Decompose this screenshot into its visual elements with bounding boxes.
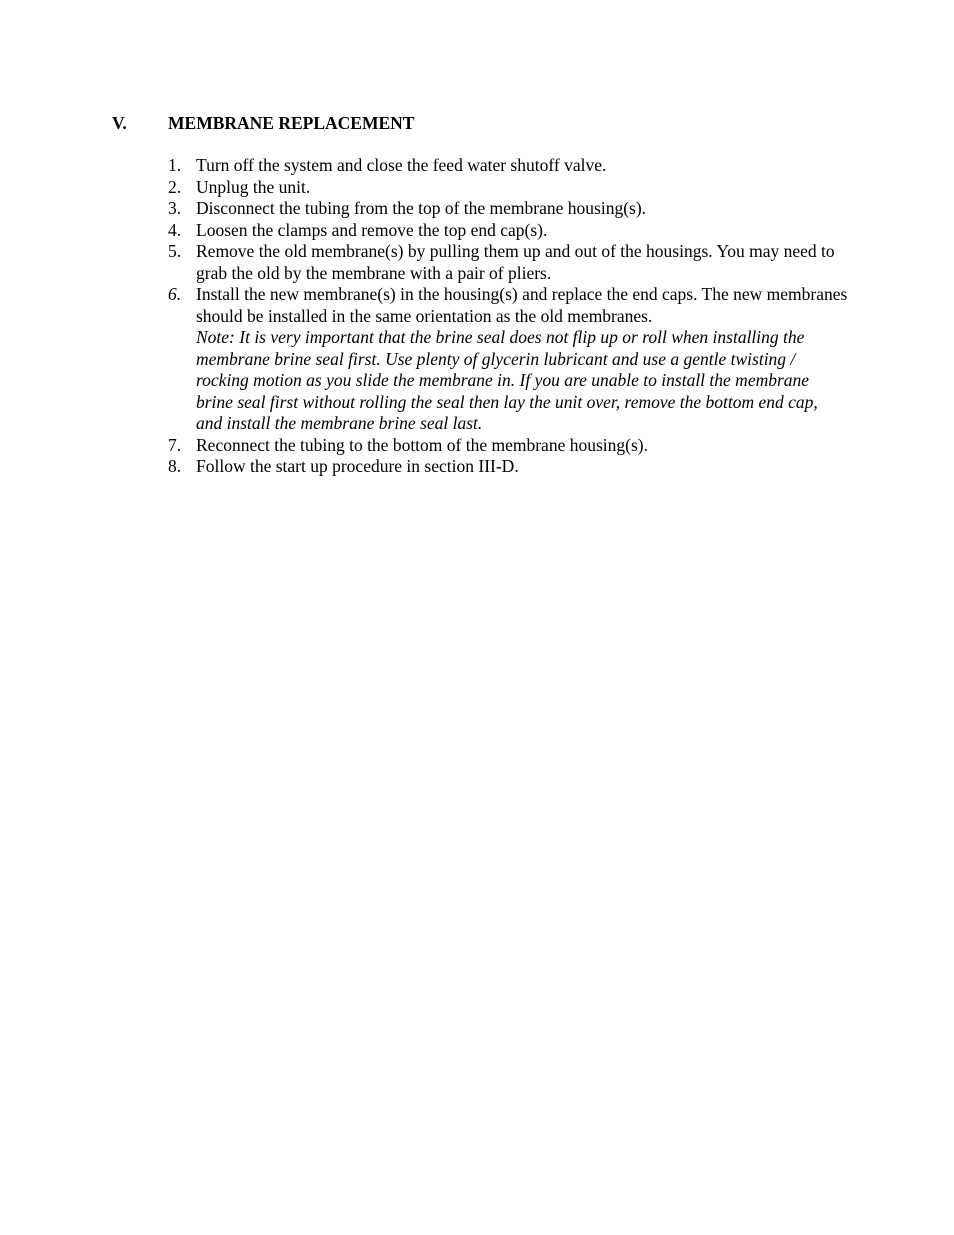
step-text: Remove the old membrane(s) by pulling them up and out of the housings. You may need to grab the old by the membrane with a pair of pliers. bbox=[196, 241, 835, 283]
step-number: 6. bbox=[168, 284, 182, 304]
procedure-steps-list bbox=[168, 155, 848, 478]
step-8 bbox=[168, 456, 848, 478]
section-number: V. bbox=[112, 113, 127, 133]
step-number: 2. bbox=[168, 176, 182, 197]
step-number: 7. bbox=[168, 434, 182, 455]
step-text: Reconnect the tubing to the bottom of the membrane housing(s). bbox=[196, 434, 648, 455]
section-title: MEMBRANE REPLACEMENT bbox=[168, 113, 415, 133]
section-heading bbox=[112, 113, 414, 134]
step-3 bbox=[168, 198, 848, 220]
step-text: Install the new membrane(s) in the housing(s) and replace the end caps. The new membranes should be installed in the same orientation as the old membranes. bbox=[196, 284, 848, 326]
step-text: Unplug the unit. bbox=[196, 176, 311, 197]
step-text: Turn off the system and close the feed water shutoff valve. bbox=[196, 155, 607, 175]
step-4 bbox=[168, 220, 848, 242]
step-1 bbox=[168, 155, 848, 177]
step-number: 4. bbox=[168, 219, 182, 240]
step-number: 3. bbox=[168, 198, 182, 218]
step-number: 5. bbox=[168, 241, 182, 261]
step-6 bbox=[168, 284, 848, 435]
step-number: 8. bbox=[168, 456, 182, 476]
step-2 bbox=[168, 177, 848, 199]
step-text: Disconnect the tubing from the top of the membrane housing(s). bbox=[196, 198, 647, 218]
step-content bbox=[196, 284, 848, 435]
step-7 bbox=[168, 435, 848, 457]
step-text: Loosen the clamps and remove the top end cap(s). bbox=[196, 219, 548, 240]
step-5 bbox=[168, 241, 848, 284]
step-note: Note: It is very important that the brine seal does not flip up or roll when installing the membrane brine seal first. Use plenty of glycerin lubricant and use a gentle twisting / rocking motion as you slide the membrane in. If you are unable to install the membrane brine seal first without rolling the seal then lay the unit over, remove the bottom end cap, and install the membrane brine seal last. bbox=[196, 327, 818, 433]
step-text: Follow the start up procedure in section III-D. bbox=[196, 456, 519, 476]
step-number: 1. bbox=[168, 155, 182, 175]
